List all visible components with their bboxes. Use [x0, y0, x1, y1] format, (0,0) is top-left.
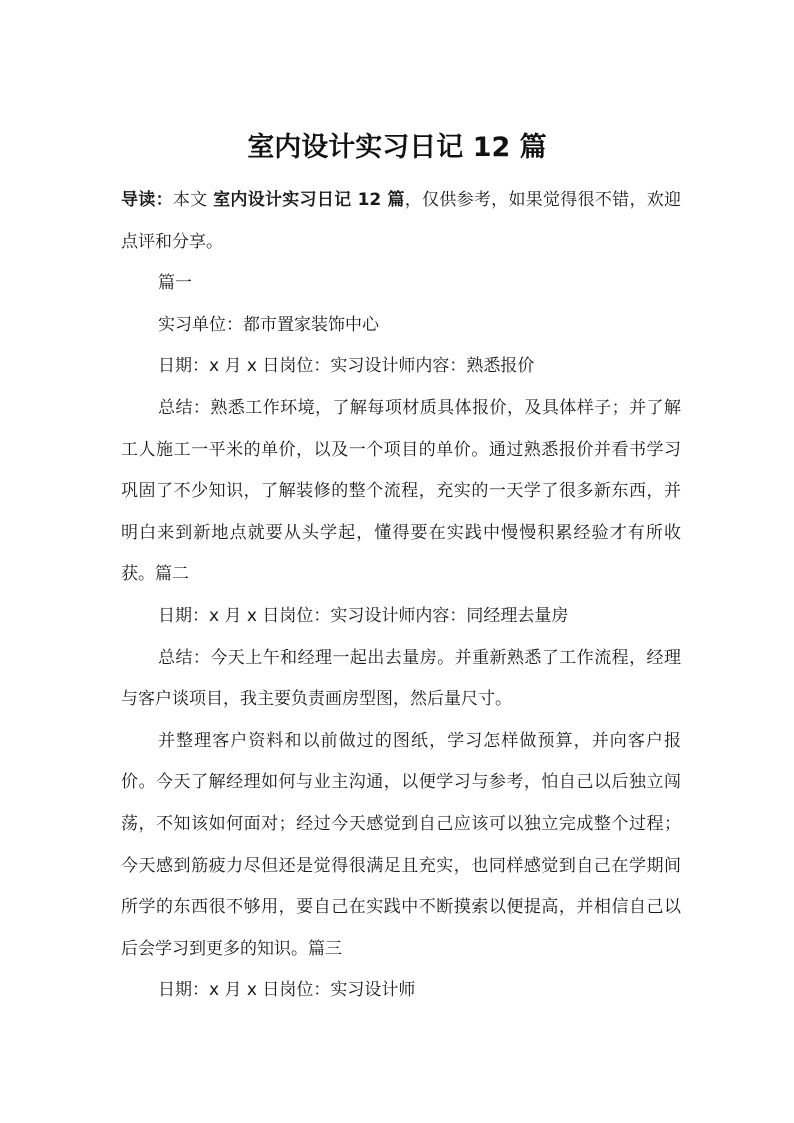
intro-lead-rest: ，仅供参考，如果觉得很不错，欢迎点评和分享。: [121, 190, 682, 252]
paragraph: 日期：x 月 x 日岗位：实习设计师: [158, 980, 416, 1001]
intro-paragraph: [121, 180, 681, 263]
paragraph: 日期：x 月 x 日岗位：实习设计师内容：同经理去量房: [158, 605, 569, 626]
paragraph: 并整理客户资料和以前做过的图纸，学习怎样做预算，并向客户报价。今天了解经理如何与业主沟通，以便学习与参考，怕自己以后独立闯荡，不知该如何面对；经过今天感觉到自己应该可以独立完成整个过程；今天感到筋疲力尽但还是觉得很满足且充实，也同样感觉到自己在学期间所学的东西很不够用，要自己在实践中不断摸索以便提高，并相信自己以后会学习到更多的知识。篇三: [121, 730, 681, 959]
document-body: [121, 180, 681, 1012]
section-heading: 篇一: [158, 273, 192, 294]
paragraph: 总结：今天上午和经理一起出去量房。并重新熟悉了工作流程，经理与客户谈项目，我主要负责画房型图，然后量尺寸。: [121, 647, 681, 710]
intro-lead-label: 导读：: [121, 190, 173, 210]
document-title: 室内设计实习日记 12 篇: [247, 132, 547, 164]
paragraph: 实习单位：都市置家装饰中心: [158, 314, 379, 335]
paragraph: 总结：熟悉工作环境，了解每项材质具体报价，及具体样子；并了解工人施工一平米的单价，以及一个项目的单价。通过熟悉报价并看书学习巩固了不少知识，了解装修的整个流程，充实的一天学了很多新东西，并明白来到新地点就要从头学起，懂得要在实践中慢慢积累经验才有所收获。篇二: [121, 397, 681, 585]
intro-lead-title: 室内设计实习日记 12 篇: [213, 190, 405, 210]
paragraph: 日期：x 月 x 日岗位：实习设计师内容：熟悉报价: [158, 356, 535, 377]
intro-lead-text: 本文: [172, 190, 214, 210]
